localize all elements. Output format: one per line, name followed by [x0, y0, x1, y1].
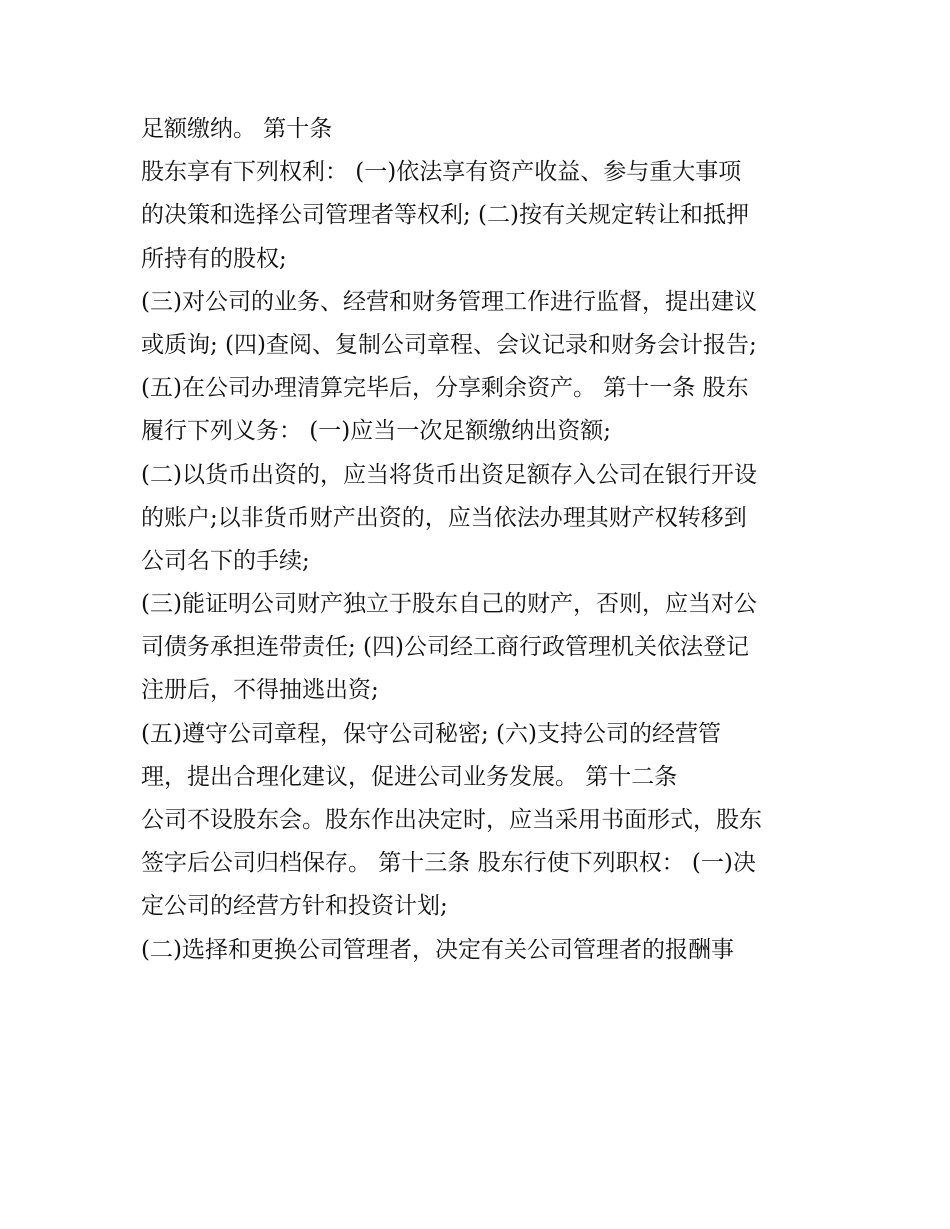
text-line: (二)以货币出资的，应当将货币出资足额存入公司在银行开设 — [141, 461, 757, 488]
text-line: 定公司的经营方针和投资计划; — [141, 893, 448, 920]
text-line: 履行下列义务： (一)应当一次足额缴纳出资额; — [141, 418, 612, 445]
text-line: 或质询; (四)查阅、复制公司章程、会议记录和财务会计报告; — [141, 331, 757, 358]
text-line: 的账户;以非货币财产出资的，应当依法办理其财产权转移到 — [141, 504, 747, 531]
text-line: 足额缴纳。 第十条 — [141, 116, 333, 142]
text-line: 的决策和选择公司管理者等权利; (二)按有关规定转让和抵押 — [141, 202, 750, 229]
text-line: (三)对公司的业务、经营和财务管理工作进行监督，提出建议 — [141, 288, 757, 315]
text-line: 司债务承担连带责任; (四)公司经工商行政管理机关依法登记 — [141, 634, 750, 661]
text-line: 公司名下的手续; — [141, 547, 310, 574]
text-line: (五)遵守公司章程，保守公司秘密; (六)支持公司的经营管 — [141, 720, 721, 747]
text-line: 签字后公司归档保存。 第十三条 股东行使下列职权： (一)决 — [141, 850, 756, 877]
text-line: 公司不设股东会。股东作出决定时，应当采用书面形式，股东 — [141, 807, 762, 833]
text-line: 股东享有下列权利： (一)依法享有资产收益、参与重大事项 — [141, 159, 742, 186]
text-line: 注册后，不得抽逃出资; — [141, 677, 379, 704]
text-line: (五)在公司办理清算完毕后，分享剩余资产。 第十一条 股东 — [141, 375, 749, 402]
text-line: 所持有的股权; — [141, 245, 287, 272]
text-line: (三)能证明公司财产独立于股东自己的财产，否则，应当对公 — [141, 591, 757, 618]
document-body — [141, 108, 821, 972]
text-line: (二)选择和更换公司管理者，决定有关公司管理者的报酬事 — [141, 936, 734, 963]
text-line: 理，提出合理化建议，促进公司业务发展。 第十二条 — [141, 763, 678, 790]
